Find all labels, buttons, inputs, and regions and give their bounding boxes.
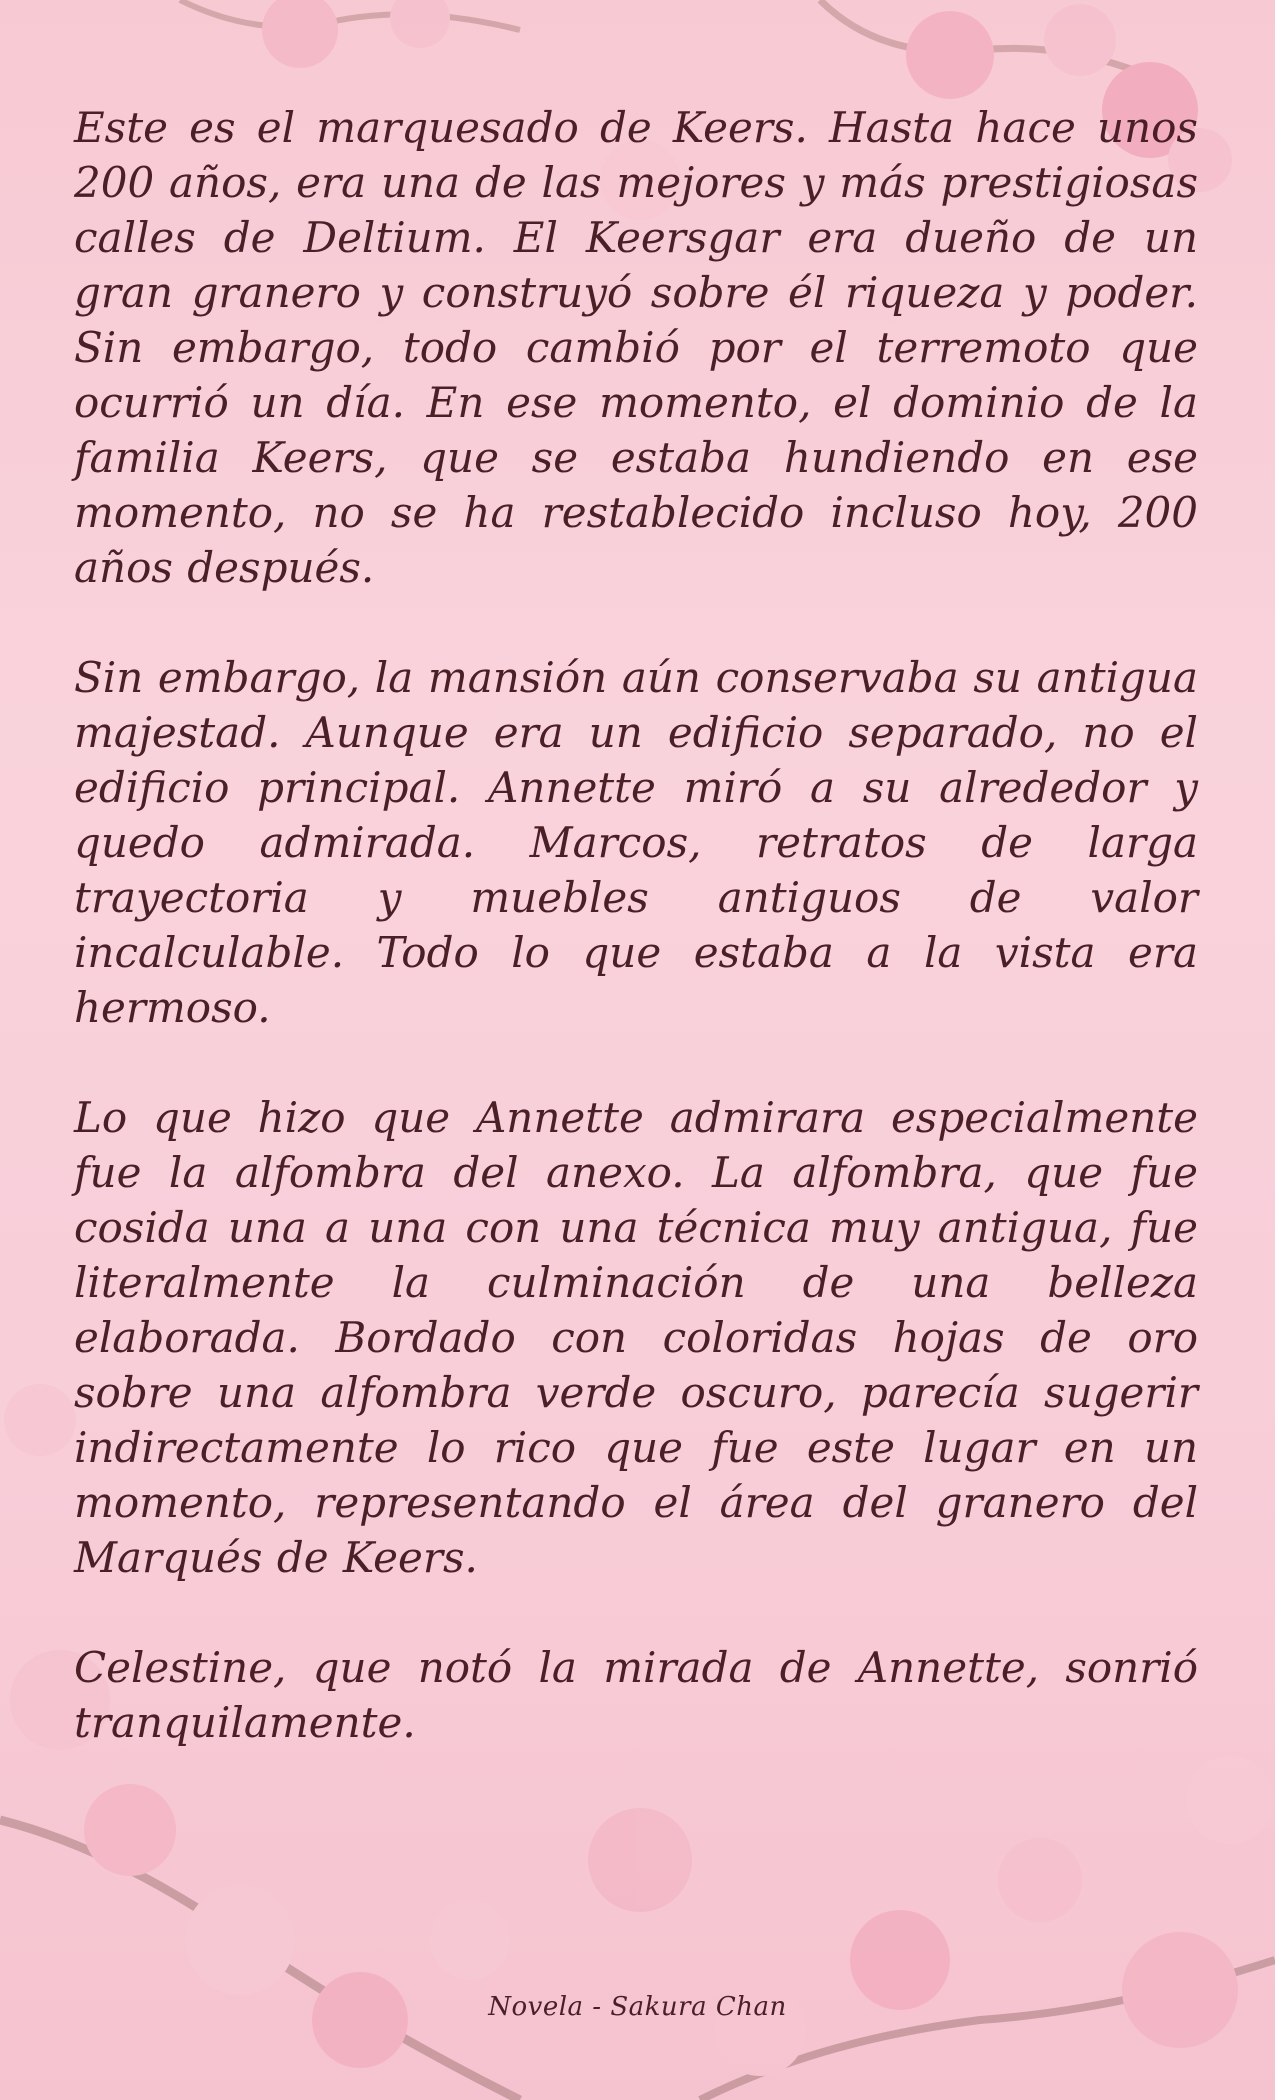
document-body: [74, 100, 1198, 1805]
paragraph-3: Lo que hizo que Annette admirara especialmente fue la alfombra del anexo. La alfombra, que fue cosida una a una con una técnica muy antigua, fue literalmente la culminación de una belleza elaborada. Bordado con coloridas hojas de oro sobre una alfombra verde oscuro, parecía sugerir indirectamente lo rico que fue este lugar en un momento, representando el área del granero del Marqués de Keers.: [74, 1093, 1198, 1582]
paragraph-4: Celestine, que notó la mirada de Annette, sonrió tranquilamente.: [74, 1643, 1198, 1747]
credit-footer: Novela - Sakura Chan: [488, 1992, 787, 2022]
paragraph-1: Este es el marquesado de Keers. Hasta hace unos 200 años, era una de las mejores y más prestigiosas calles de Deltium. El Keersgar era dueño de un gran granero y construyó sobre él riqueza y poder. Sin embargo, todo cambió por el terremoto que ocurrió un día. En ese momento, el dominio de la familia Keers, que se estaba hundiendo en ese momento, no se ha restablecido incluso hoy, 200 años después.: [74, 103, 1198, 592]
paragraph-2: Sin embargo, la mansión aún conservaba su antigua majestad. Aunque era un edificio separado, no el edificio principal. Annette miró a su alrededor y quedo admirada. Marcos, retratos de larga trayectoria y muebles antiguos de valor incalculable. Todo lo que estaba a la vista era hermoso.: [74, 653, 1198, 1032]
